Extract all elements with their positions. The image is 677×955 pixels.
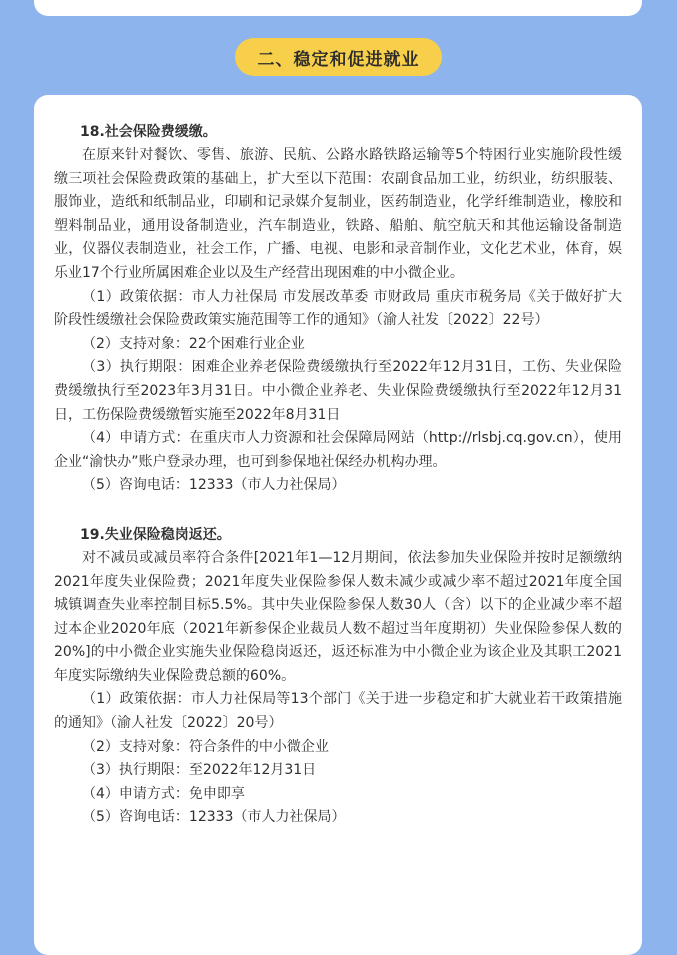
item-19-policy-basis: （1）政策依据：市人力社保局等13个部门《关于进一步稳定和扩大就业若干政策措施的通知》（渝人社发〔2022〕20号） <box>54 691 622 732</box>
item-18-hotline: （5）咨询电话：12333（市人力社保局） <box>82 477 346 494</box>
item-19-period: （3）执行期限：至2022年12月31日 <box>82 762 317 779</box>
content-card <box>34 95 642 955</box>
item-18-intro: 在原来针对餐饮、零售、旅游、民航、公路水路铁路运输等5个特困行业实施阶段性缓缴三项社会保险费政策的基础上，扩大至以下范围：农副食品加工业，纺织业，纺织服装、服饰业，造纸和纸制品业，印刷和记录媒介复制业，医药制造业，化学纤维制造业，橡胶和塑料制品业，通用设备制造业，汽车制造业，铁路、船舶、航空航天和其他运输设备制造业，仪器仪表制造业，社会工作，广播、电视、电影和录音制作业，文化艺术业，体育，娱乐业17个行业所属困难企业以及生产经营出现困难的中小微企业。 <box>54 147 622 281</box>
item-18-title: 18.社会保险费缓缴。 <box>80 124 217 140</box>
section-title-pill: 二、稳定和促进就业 <box>235 38 442 76</box>
item-19-title: 19.失业保险稳岗返还。 <box>80 526 231 543</box>
item-19-target: （2）支持对象：符合条件的中小微企业 <box>82 738 329 755</box>
item-19-apply-method: （4）申请方式：免申即享 <box>82 785 245 802</box>
item-18-policy-basis: （1）政策依据：市人力社保局 市发展改革委 市财政局 重庆市税务局《关于做好扩大阶段性缓缴社会保险费政策实施范围等工作的通知》（渝人社发〔2022〕22号） <box>54 288 622 329</box>
item-spacer <box>54 498 622 524</box>
item-18-target: （2）支持对象：22个困难行业企业 <box>82 335 305 352</box>
item-19-hotline: （5）咨询电话：12333（市人力社保局） <box>82 809 346 826</box>
item-18-period: （3）执行期限：困难企业养老保险费缓缴执行至2022年12月31日，工伤、失业保险费缓缴执行至2023年3月31日。中小微企业养老、失业保险费缓缴执行至2022年12月31日，工伤保险费缓缴暂实施至2022年8月31日 <box>54 359 622 423</box>
item-19-intro: 对不减员或减员率符合条件[2021年1—12月期间，依法参加失业保险并按时足额缴纳2021年度失业保险费；2021年度失业保险参保人数未减少或减少率不超过2021年度全国城镇调查失业率控制目标5.5%。其中失业保险参保人数30人（含）以下的企业减少率不超过本企业2020年底（2021年新参保企业裁员人数不超过当年度期初）失业保险参保人数的20%]的中小微企业实施失业保险稳岗返还，返还标准为中小微企业为该企业及其职工2021年度实际缴纳失业保险费总额的60%。 <box>54 549 622 684</box>
previous-card-bottom <box>34 0 642 16</box>
item-18-apply-method: （4）申请方式：在重庆市人力资源和社会保障局网站（http://rlsbj.cq.gov.cn），使用企业“渝快办”账户登录办理，也可到参保地社保经办机构办理。 <box>54 430 622 470</box>
